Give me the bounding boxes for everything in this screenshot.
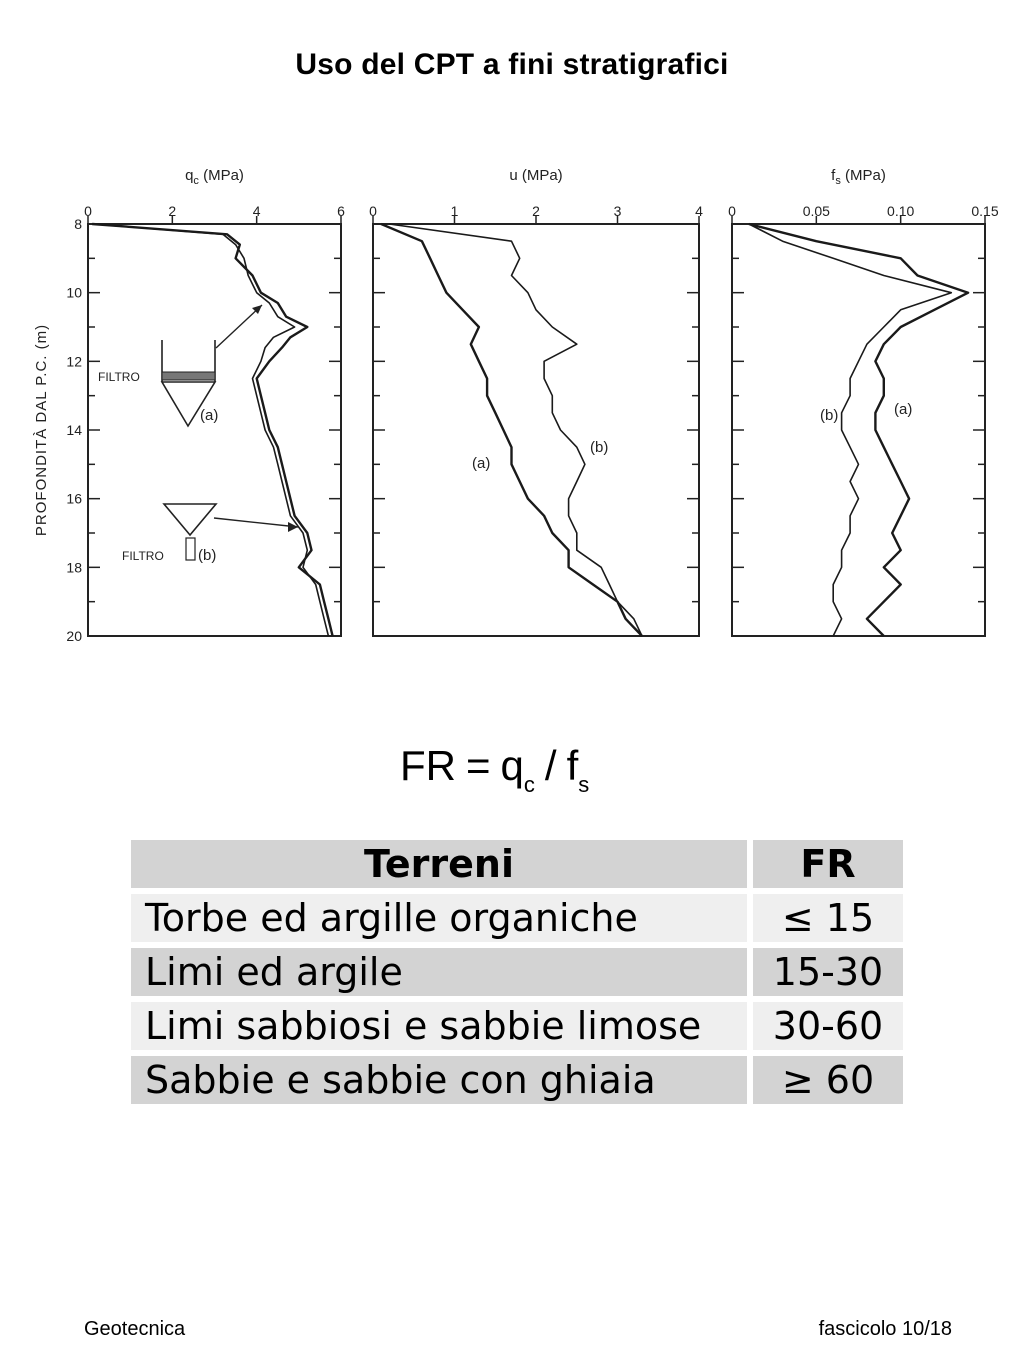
chart-title-3: $f_s$ (MPa) [831, 167, 886, 187]
x-tick-label: 6 [337, 203, 345, 219]
formula-equals: = [466, 742, 491, 789]
x-tick-label: 0 [84, 203, 92, 219]
fr-cell: ≥ 60 [753, 1056, 903, 1104]
y-tick-label: 20 [66, 628, 82, 644]
arrow-b [214, 518, 298, 527]
formula-q: q [500, 742, 524, 789]
fr-formula [400, 742, 660, 812]
fs-label-a: (a) [894, 401, 913, 418]
chart-title-1: $q_c$ (MPa) [185, 167, 244, 187]
y-tick-label: 14 [66, 422, 82, 438]
x-tick-label: 2 [532, 203, 540, 219]
cone-b-label: (b) [198, 547, 217, 564]
y-tick-label: 10 [66, 284, 82, 301]
series-a-line [749, 224, 968, 636]
formula-slash: / [544, 742, 557, 789]
fr-table [125, 834, 909, 1110]
filter-a-band [162, 372, 215, 380]
fr-cell: 15-30 [753, 948, 903, 996]
plot-frame-1 [88, 224, 341, 636]
arrow-a [216, 305, 262, 348]
formula-f-sub: s [578, 772, 590, 797]
formula-f: f [566, 742, 579, 789]
series-b-line [92, 224, 328, 636]
cpt-figure [0, 150, 1024, 670]
y-tick-label: 16 [66, 490, 82, 507]
u-label-a: (a) [472, 455, 491, 472]
x-tick-label: 0.10 [887, 203, 915, 219]
y-tick-label: 12 [66, 353, 82, 370]
cone-a-label: (a) [200, 407, 219, 424]
plot-frame-2 [373, 224, 699, 636]
page-title: Uso del CPT a fini stratigrafici [295, 48, 729, 81]
footer-page: fascicolo 10/18 [818, 1318, 952, 1340]
soil-cell: Torbe ed argille organiche [131, 894, 747, 942]
footer-course: Geotecnica [84, 1318, 186, 1340]
chart-title-2: u (MPa) [509, 167, 563, 184]
formula-lhs: FR [400, 742, 456, 789]
series-b-line [389, 224, 642, 636]
header-terreni: Terreni [131, 840, 747, 888]
soil-cell: Limi sabbiosi e sabbie limose [131, 1002, 747, 1050]
table-row [131, 1056, 903, 1104]
y-tick-label: 8 [74, 216, 82, 232]
x-tick-label: 0 [369, 203, 377, 219]
x-tick-label: 2 [168, 203, 177, 219]
y-axis-title: PROFONDITÀ DAL P.C. (m) [33, 323, 50, 537]
series-a-line [92, 224, 332, 636]
x-tick-label: 1 [450, 203, 459, 219]
x-tick-label: 4 [695, 203, 703, 219]
cone-b-icon [164, 504, 216, 535]
x-tick-label: 4 [252, 203, 261, 219]
y-tick-label: 18 [66, 559, 82, 576]
soil-cell: Sabbie e sabbie con ghiaia [131, 1056, 747, 1104]
filter-b-label: FILTRO [122, 549, 164, 563]
soil-cell: Limi ed argile [131, 948, 747, 996]
filter-b-band [186, 538, 195, 560]
table-row [131, 948, 903, 996]
x-tick-label: 0 [728, 203, 736, 219]
formula-q-sub: c [523, 772, 535, 797]
table-header-row [131, 840, 903, 888]
table-row [131, 1002, 903, 1050]
table-row [131, 894, 903, 942]
series-a-line [381, 224, 642, 636]
filter-a-label: FILTRO [98, 370, 140, 384]
u-label-b: (b) [590, 439, 609, 456]
x-tick-label: 3 [613, 203, 622, 219]
x-tick-label: 0.05 [802, 203, 830, 219]
header-fr: FR [753, 840, 903, 888]
fr-cell: 30-60 [753, 1002, 903, 1050]
series-b-line [749, 224, 951, 636]
fr-cell: ≤ 15 [753, 894, 903, 942]
x-tick-label: 0.15 [971, 203, 999, 219]
fs-label-b: (b) [820, 407, 839, 424]
